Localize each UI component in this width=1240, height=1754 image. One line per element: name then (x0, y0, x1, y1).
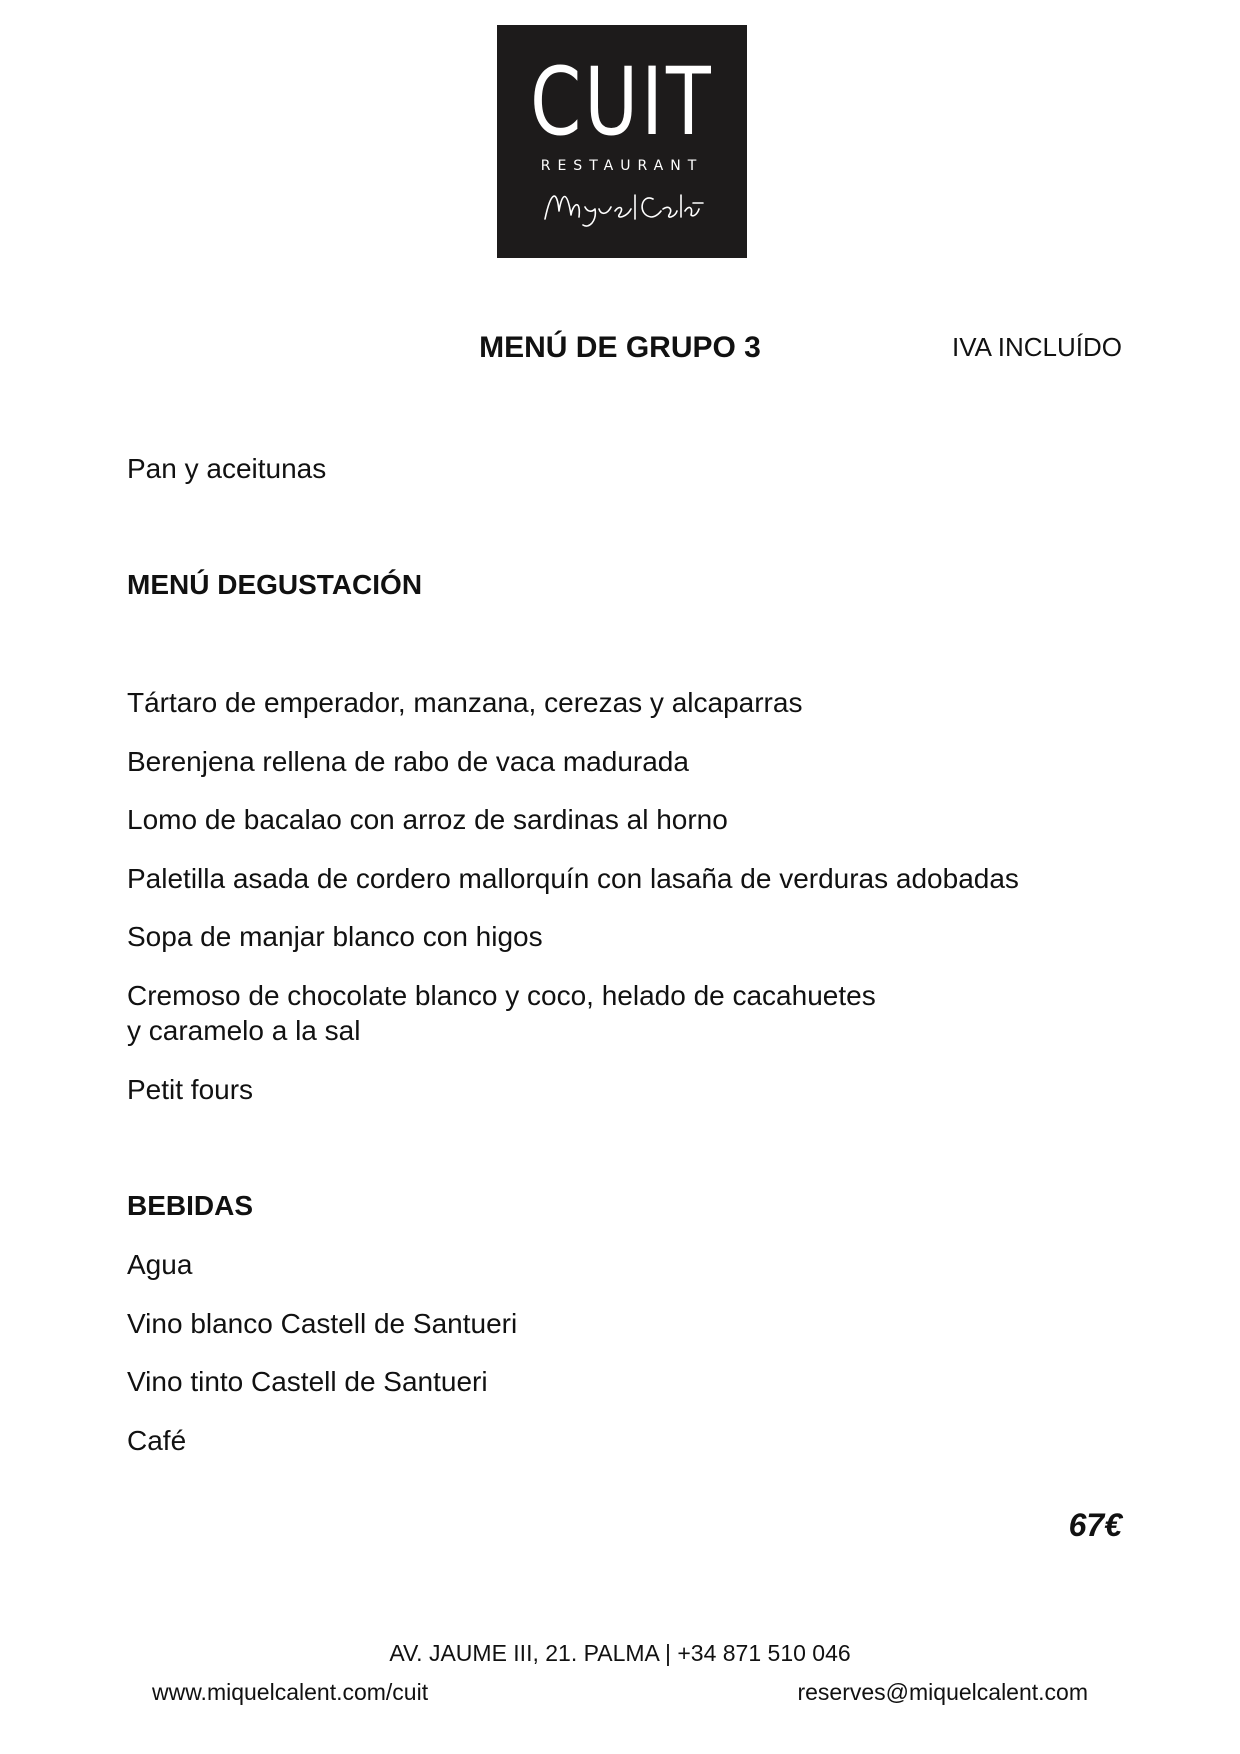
tasting-menu-item: Paletilla asada de cordero mallorquín con lasaña de verduras adobadas (127, 863, 1019, 894)
tasting-menu-item: Tártaro de emperador, manzana, cerezas y alcaparras (127, 687, 803, 718)
menu-title: MENÚ DE GRUPO 3 (479, 331, 761, 364)
tax-note: IVA INCLUÍDO (951, 332, 1122, 362)
intro-item: Pan y aceitunas (127, 453, 327, 484)
footer-website-link[interactable]: www.miquelcalent.com/cuit (152, 1679, 429, 1705)
footer-address: AV. JAUME III, 21. PALMA | +34 871 510 046 (389, 1640, 851, 1666)
drink-item: Vino tinto Castell de Santueri (127, 1366, 488, 1397)
drinks-title: BEBIDAS (127, 1190, 254, 1221)
drink-item: Agua (127, 1249, 193, 1280)
drink-item: Vino blanco Castell de Santueri (127, 1308, 518, 1339)
logo-name: CUIT (530, 48, 714, 157)
tasting-menu-item: Petit fours (127, 1074, 254, 1105)
logo-subtitle: RESTAURANT (540, 158, 704, 174)
drink-item: Café (127, 1425, 187, 1456)
tasting-menu-item-continuation: y caramelo a la sal (127, 1015, 361, 1046)
tasting-menu-item: Cremoso de chocolate blanco y coco, helado de cacahuetes (127, 980, 876, 1011)
chef-signature (537, 181, 707, 235)
tasting-menu-title: MENÚ DEGUSTACIÓN (127, 569, 423, 600)
restaurant-logo (497, 25, 747, 258)
footer-email-link[interactable]: reserves@miquelcalent.com (797, 1679, 1088, 1705)
tasting-menu-item: Berenjena rellena de rabo de vaca madurada (127, 746, 689, 777)
tasting-menu-item: Sopa de manjar blanco con higos (127, 921, 543, 952)
menu-price: 67€ (1068, 1507, 1122, 1543)
tasting-menu-item: Lomo de bacalao con arroz de sardinas al horno (127, 804, 728, 835)
